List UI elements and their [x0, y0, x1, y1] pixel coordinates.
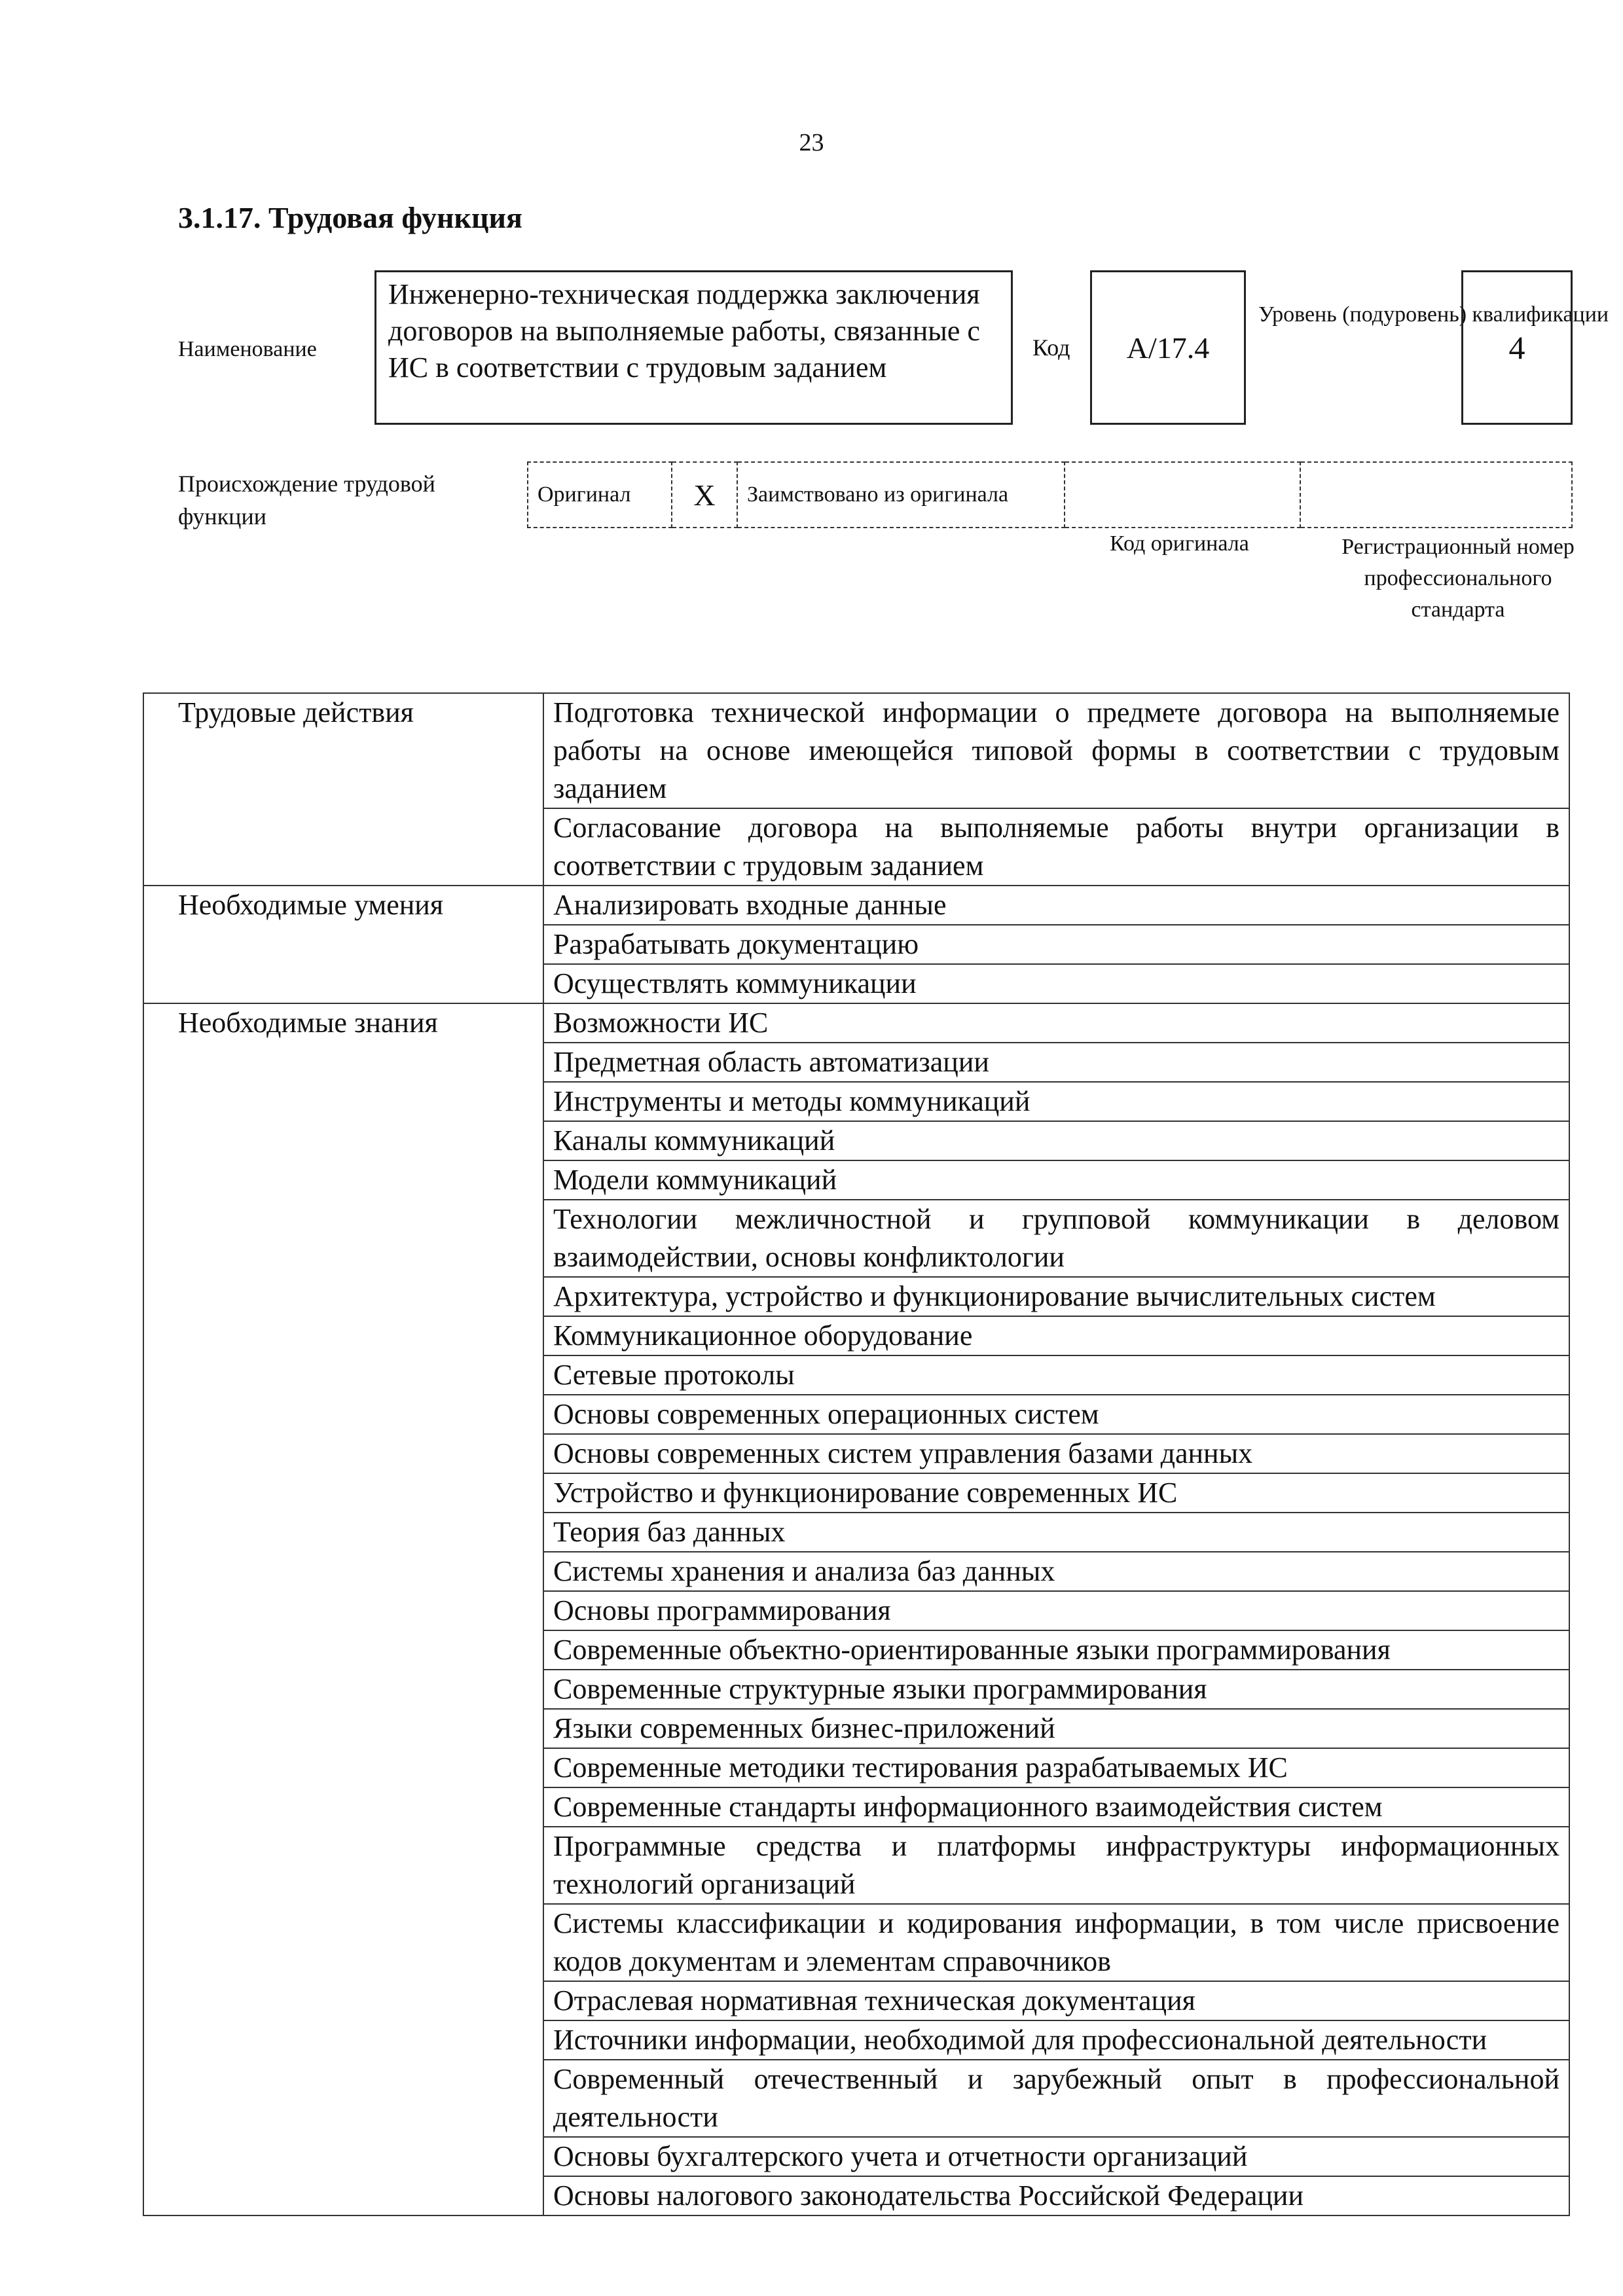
- labor-function-table: [143, 692, 1570, 2216]
- table-row: [143, 1003, 1569, 1043]
- requirement-item: Основы налогового законодательства Российской Федерации: [543, 2176, 1569, 2215]
- requirement-item: Анализировать входные данные: [543, 886, 1569, 925]
- requirement-item: Предметная область автоматизации: [543, 1043, 1569, 1082]
- requirement-item: Инструменты и методы коммуникаций: [543, 1082, 1569, 1121]
- origin-table: [527, 461, 1573, 528]
- requirement-item: Программные средства и платформы инфраструктуры информационных технологий организаций: [543, 1827, 1569, 1904]
- requirement-item: Коммуникационное оборудование: [543, 1316, 1569, 1355]
- requirement-item: Современные методики тестирования разрабатываемых ИС: [543, 1748, 1569, 1787]
- origin-label-text: Происхождение трудовой функции: [178, 471, 435, 529]
- requirement-item: Основы программирования: [543, 1591, 1569, 1630]
- requirement-item: Модели коммуникаций: [543, 1160, 1569, 1200]
- name-label: Наименование: [178, 337, 317, 361]
- requirement-item: Каналы коммуникаций: [543, 1121, 1569, 1160]
- requirement-item: Подготовка технической информации о предмете договора на выполняемые работы на основе имеющейся типовой формы в соответствии с трудовым заданием: [543, 693, 1569, 808]
- registration-number-caption: Регистрационный номер профессионального стандарта: [1341, 535, 1575, 622]
- requirement-item: Согласование договора на выполняемые работы внутри организации в соответствии с трудовым заданием: [543, 808, 1569, 886]
- original-code-caption: Код оригинала: [1110, 531, 1249, 556]
- table-row: [143, 693, 1569, 808]
- requirement-item: Современные стандарты информационного взаимодействия систем: [543, 1787, 1569, 1827]
- requirement-item: Системы классификации и кодирования информации, в том числе присвоение кодов документам и элементам справочников: [543, 1904, 1569, 1981]
- requirement-item: Современные структурные языки программирования: [543, 1670, 1569, 1709]
- requirement-item: Языки современных бизнес-приложений: [543, 1709, 1569, 1748]
- requirement-item: Основы бухгалтерского учета и отчетности организаций: [543, 2137, 1569, 2176]
- code-label: Код: [1032, 334, 1070, 361]
- requirement-item: Сетевые протоколы: [543, 1355, 1569, 1395]
- category-cell: Необходимые умения: [143, 886, 543, 1003]
- original-code-cell: [1065, 462, 1300, 528]
- requirement-item: Теория баз данных: [543, 1513, 1569, 1552]
- requirement-item: Современные объектно-ориентированные языки программирования: [543, 1630, 1569, 1670]
- requirement-item: Технологии межличностной и групповой коммуникации в деловом взаимодействии, основы конфликтологии: [543, 1200, 1569, 1277]
- table-row: [143, 886, 1569, 925]
- category-cell: Необходимые знания: [143, 1003, 543, 2215]
- requirement-item: Современный отечественный и зарубежный опыт в профессиональной деятельности: [543, 2060, 1569, 2137]
- requirement-item: Системы хранения и анализа баз данных: [543, 1552, 1569, 1591]
- requirement-item: Основы современных операционных систем: [543, 1395, 1569, 1434]
- requirement-item: Архитектура, устройство и функционирование вычислительных систем: [543, 1277, 1569, 1316]
- function-code-box: A/17.4: [1090, 270, 1246, 425]
- requirement-item: Осуществлять коммуникации: [543, 964, 1569, 1003]
- page-number: 23: [799, 129, 824, 156]
- requirement-item: Устройство и функционирование современных ИС: [543, 1473, 1569, 1513]
- borrowed-label: Заимствовано из оригинала: [737, 462, 1065, 528]
- qualification-level-box: 4: [1461, 270, 1573, 425]
- section-title: 3.1.17. Трудовая функция: [178, 201, 522, 234]
- requirement-item: Основы современных систем управления базами данных: [543, 1434, 1569, 1473]
- requirement-item: Отраслевая нормативная техническая документация: [543, 1981, 1569, 2020]
- registration-number-cell: [1300, 462, 1572, 528]
- original-label: Оригинал: [528, 462, 672, 528]
- level-label-text: Уровень (подуровень) квалификации: [1258, 302, 1609, 327]
- category-cell: Трудовые действия: [143, 693, 543, 886]
- requirement-item: Возможности ИС: [543, 1003, 1569, 1043]
- original-mark: X: [672, 462, 737, 528]
- requirement-item: Разрабатывать документацию: [543, 925, 1569, 964]
- requirement-item: Источники информации, необходимой для профессиональной деятельности: [543, 2020, 1569, 2060]
- origin-label: [178, 467, 486, 533]
- labor-function-table-body: [143, 693, 1569, 2215]
- function-name-box: Инженерно-техническая поддержка заключения договоров на выполняемые работы, связанные с ИС в соответствии с трудовым заданием: [374, 270, 1013, 425]
